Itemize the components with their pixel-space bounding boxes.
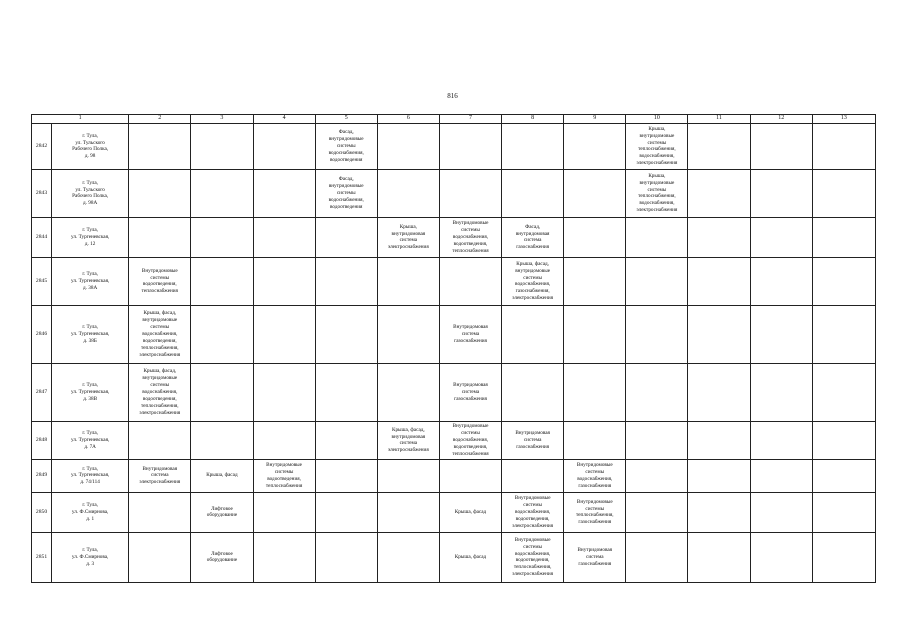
work-cell-col-13 bbox=[812, 217, 875, 257]
work-cell-col-12 bbox=[750, 459, 812, 492]
work-cell-col-11 bbox=[688, 123, 750, 169]
row-number: 2849 bbox=[32, 459, 52, 492]
work-cell-col-10: Крыша, внутридомовые системы теплоснабжения, водоснабжения, электроснабжения bbox=[626, 123, 688, 169]
column-header-4: 4 bbox=[253, 115, 315, 124]
work-cell-col-7 bbox=[439, 123, 501, 169]
work-cell-col-10 bbox=[626, 363, 688, 421]
work-cell-col-2 bbox=[129, 421, 191, 459]
work-cell-col-9: Внутридомовые системы водоснабжения, газоснабжения bbox=[564, 459, 626, 492]
table-row bbox=[32, 421, 876, 459]
work-cell-col-11 bbox=[688, 217, 750, 257]
row-number: 2846 bbox=[32, 305, 52, 363]
work-cell-col-4 bbox=[253, 305, 315, 363]
work-cell-col-13 bbox=[812, 305, 875, 363]
column-header-1: 1 bbox=[32, 115, 129, 124]
column-header-8: 8 bbox=[502, 115, 564, 124]
work-cell-col-7: Внутридомовая система газоснабжения bbox=[439, 363, 501, 421]
work-cell-col-8: Крыша, фасад, внутридомовые системы водоснабжения, газоснабжения, электроснабжения bbox=[502, 257, 564, 305]
row-number: 2845 bbox=[32, 257, 52, 305]
table-row bbox=[32, 169, 876, 217]
work-cell-col-4 bbox=[253, 123, 315, 169]
work-cell-col-5 bbox=[315, 257, 377, 305]
work-cell-col-2 bbox=[129, 532, 191, 582]
work-cell-col-2: Крыша, фасад, внутридомовые системы водоснабжения, водоотведения, теплоснабжения, электроснабжения bbox=[129, 305, 191, 363]
work-cell-col-3 bbox=[191, 123, 253, 169]
work-cell-col-3 bbox=[191, 257, 253, 305]
work-cell-col-8: Внутридомовые системы водоснабжения, водоотведения, электроснабжения bbox=[502, 492, 564, 532]
work-cell-col-6: Крыша, внутридомовая система электроснабжения bbox=[377, 217, 439, 257]
work-cell-col-12 bbox=[750, 123, 812, 169]
work-cell-col-6 bbox=[377, 169, 439, 217]
work-cell-col-2 bbox=[129, 492, 191, 532]
work-cell-col-3 bbox=[191, 421, 253, 459]
page-number: 816 bbox=[447, 92, 458, 100]
work-cell-col-9 bbox=[564, 421, 626, 459]
column-header-12: 12 bbox=[750, 115, 812, 124]
table-row bbox=[32, 492, 876, 532]
work-cell-col-7: Крыша, фасад bbox=[439, 492, 501, 532]
row-number: 2843 bbox=[32, 169, 52, 217]
address-cell: г. Тула, ул. Тургеневская, д. 74/114 bbox=[52, 459, 129, 492]
work-cell-col-4 bbox=[253, 217, 315, 257]
work-cell-col-3: Лифтовое оборудование bbox=[191, 532, 253, 582]
work-cell-col-5 bbox=[315, 532, 377, 582]
work-cell-col-7 bbox=[439, 257, 501, 305]
work-cell-col-9 bbox=[564, 169, 626, 217]
work-cell-col-13 bbox=[812, 123, 875, 169]
work-cell-col-9 bbox=[564, 305, 626, 363]
table-row bbox=[32, 363, 876, 421]
address-cell: г. Тула, ул. Тургеневская, д. 38В bbox=[52, 363, 129, 421]
work-cell-col-6 bbox=[377, 363, 439, 421]
work-cell-col-6 bbox=[377, 459, 439, 492]
work-cell-col-10: Крыша, внутридомовые системы теплоснабжения, водоснабжения, электроснабжения bbox=[626, 169, 688, 217]
work-cell-col-9 bbox=[564, 363, 626, 421]
table-row bbox=[32, 532, 876, 582]
column-header-10: 10 bbox=[626, 115, 688, 124]
address-cell: г. Тула, ул. Ф.Смирнова, д. 3 bbox=[52, 532, 129, 582]
work-cell-col-9 bbox=[564, 257, 626, 305]
work-cell-col-8: Фасад, внутридомовая система газоснабжения bbox=[502, 217, 564, 257]
work-cell-col-7 bbox=[439, 169, 501, 217]
work-cell-col-13 bbox=[812, 459, 875, 492]
work-cell-col-4 bbox=[253, 363, 315, 421]
work-cell-col-10 bbox=[626, 257, 688, 305]
column-header-5: 5 bbox=[315, 115, 377, 124]
table-row bbox=[32, 217, 876, 257]
work-cell-col-3 bbox=[191, 217, 253, 257]
work-cell-col-13 bbox=[812, 421, 875, 459]
work-cell-col-12 bbox=[750, 492, 812, 532]
work-cell-col-11 bbox=[688, 305, 750, 363]
work-cell-col-8 bbox=[502, 169, 564, 217]
work-cell-col-8 bbox=[502, 363, 564, 421]
work-cell-col-12 bbox=[750, 421, 812, 459]
work-cell-col-9 bbox=[564, 217, 626, 257]
address-cell: г. Тула, ул. Тургеневская, д. 7А bbox=[52, 421, 129, 459]
work-cell-col-13 bbox=[812, 532, 875, 582]
table-header-row bbox=[32, 115, 876, 124]
table-row bbox=[32, 459, 876, 492]
row-number: 2847 bbox=[32, 363, 52, 421]
work-cell-col-10 bbox=[626, 532, 688, 582]
work-cell-col-12 bbox=[750, 305, 812, 363]
work-cell-col-12 bbox=[750, 257, 812, 305]
work-cell-col-4 bbox=[253, 421, 315, 459]
work-cell-col-13 bbox=[812, 492, 875, 532]
work-cell-col-10 bbox=[626, 492, 688, 532]
work-cell-col-8 bbox=[502, 459, 564, 492]
address-cell: г. Тула, ул. Тургеневская, д. 38Б bbox=[52, 305, 129, 363]
work-cell-col-6 bbox=[377, 532, 439, 582]
work-cell-col-2 bbox=[129, 217, 191, 257]
work-cell-col-10 bbox=[626, 217, 688, 257]
work-cell-col-13 bbox=[812, 363, 875, 421]
work-cell-col-9: Внутридомовые системы теплоснабжения, газоснабжения bbox=[564, 492, 626, 532]
work-cell-col-13 bbox=[812, 169, 875, 217]
address-cell: г. Тула, ул. Тургеневская, д. 12 bbox=[52, 217, 129, 257]
work-cell-col-10 bbox=[626, 421, 688, 459]
table-row bbox=[32, 305, 876, 363]
column-header-11: 11 bbox=[688, 115, 750, 124]
work-cell-col-6 bbox=[377, 257, 439, 305]
row-number: 2848 bbox=[32, 421, 52, 459]
work-cell-col-6 bbox=[377, 305, 439, 363]
work-cell-col-11 bbox=[688, 532, 750, 582]
table-row bbox=[32, 257, 876, 305]
work-cell-col-6 bbox=[377, 123, 439, 169]
work-cell-col-2: Внутридомовая система электроснабжения bbox=[129, 459, 191, 492]
work-cell-col-12 bbox=[750, 217, 812, 257]
row-number: 2844 bbox=[32, 217, 52, 257]
work-cell-col-11 bbox=[688, 257, 750, 305]
address-cell: г. Тула, ул. Тульского Рабочего Полка, д. 98 bbox=[52, 123, 129, 169]
work-cell-col-8: Внутридомовые системы водоснабжения, водоотведения, теплоснабжения, электроснабжения bbox=[502, 532, 564, 582]
work-cell-col-7 bbox=[439, 459, 501, 492]
work-cell-col-3 bbox=[191, 305, 253, 363]
work-cell-col-3 bbox=[191, 169, 253, 217]
address-cell: г. Тула, ул. Тульского Рабочего Полка, д. 98А bbox=[52, 169, 129, 217]
address-cell: г. Тула, ул. Ф.Смирнова, д. 1 bbox=[52, 492, 129, 532]
column-header-2: 2 bbox=[129, 115, 191, 124]
work-cell-col-5 bbox=[315, 459, 377, 492]
work-cell-col-7: Внутридомовые системы водоснабжения, водоотведения, теплоснабжения bbox=[439, 421, 501, 459]
work-cell-col-7: Внутридомовые системы водоснабжения, водоотведения, теплоснабжения bbox=[439, 217, 501, 257]
work-cell-col-11 bbox=[688, 492, 750, 532]
column-header-6: 6 bbox=[377, 115, 439, 124]
work-cell-col-4 bbox=[253, 532, 315, 582]
column-header-9: 9 bbox=[564, 115, 626, 124]
work-cell-col-9: Внутридомовая система газоснабжения bbox=[564, 532, 626, 582]
row-number: 2850 bbox=[32, 492, 52, 532]
work-cell-col-11 bbox=[688, 363, 750, 421]
row-number: 2842 bbox=[32, 123, 52, 169]
column-header-7: 7 bbox=[439, 115, 501, 124]
work-cell-col-10 bbox=[626, 305, 688, 363]
work-cell-col-7: Крыша, фасад bbox=[439, 532, 501, 582]
work-cell-col-5 bbox=[315, 421, 377, 459]
work-cell-col-8: Внутридомовая система газоснабжения bbox=[502, 421, 564, 459]
work-cell-col-4 bbox=[253, 169, 315, 217]
work-cell-col-6 bbox=[377, 492, 439, 532]
work-cell-col-5: Фасад, внутридомовые системы водоснабжения, водоотведения bbox=[315, 169, 377, 217]
work-cell-col-2 bbox=[129, 123, 191, 169]
work-cell-col-5: Фасад, внутридомовые системы водоснабжения, водоотведения bbox=[315, 123, 377, 169]
work-cell-col-7: Внутридомовая система газоснабжения bbox=[439, 305, 501, 363]
work-cell-col-3: Лифтовое оборудование bbox=[191, 492, 253, 532]
work-cell-col-3: Крыша, фасад bbox=[191, 459, 253, 492]
address-cell: г. Тула, ул. Тургеневская, д. 38А bbox=[52, 257, 129, 305]
work-cell-col-5 bbox=[315, 492, 377, 532]
column-header-3: 3 bbox=[191, 115, 253, 124]
work-cell-col-4 bbox=[253, 257, 315, 305]
work-cell-col-2 bbox=[129, 169, 191, 217]
work-cell-col-2: Крыша, фасад, внутридомовые системы водоснабжения, водоотведения, теплоснабжения, электроснабжения bbox=[129, 363, 191, 421]
table-row bbox=[32, 123, 876, 169]
work-cell-col-2: Внутридомовые системы водоотведения, теплоснабжения bbox=[129, 257, 191, 305]
repair-schedule-table bbox=[31, 114, 876, 583]
work-cell-col-8 bbox=[502, 305, 564, 363]
work-cell-col-4 bbox=[253, 492, 315, 532]
work-cell-col-12 bbox=[750, 532, 812, 582]
work-cell-col-10 bbox=[626, 459, 688, 492]
work-cell-col-11 bbox=[688, 459, 750, 492]
work-cell-col-9 bbox=[564, 123, 626, 169]
work-cell-col-3 bbox=[191, 363, 253, 421]
work-cell-col-5 bbox=[315, 305, 377, 363]
work-cell-col-6: Крыша, фасад, внутридомовая система электроснабжения bbox=[377, 421, 439, 459]
work-cell-col-12 bbox=[750, 169, 812, 217]
work-cell-col-12 bbox=[750, 363, 812, 421]
work-cell-col-11 bbox=[688, 421, 750, 459]
row-number: 2851 bbox=[32, 532, 52, 582]
work-cell-col-5 bbox=[315, 217, 377, 257]
work-cell-col-5 bbox=[315, 363, 377, 421]
work-cell-col-4: Внутридомовые системы водоотведения, теплоснабжения bbox=[253, 459, 315, 492]
column-header-13: 13 bbox=[812, 115, 875, 124]
work-cell-col-8 bbox=[502, 123, 564, 169]
work-cell-col-13 bbox=[812, 257, 875, 305]
work-cell-col-11 bbox=[688, 169, 750, 217]
